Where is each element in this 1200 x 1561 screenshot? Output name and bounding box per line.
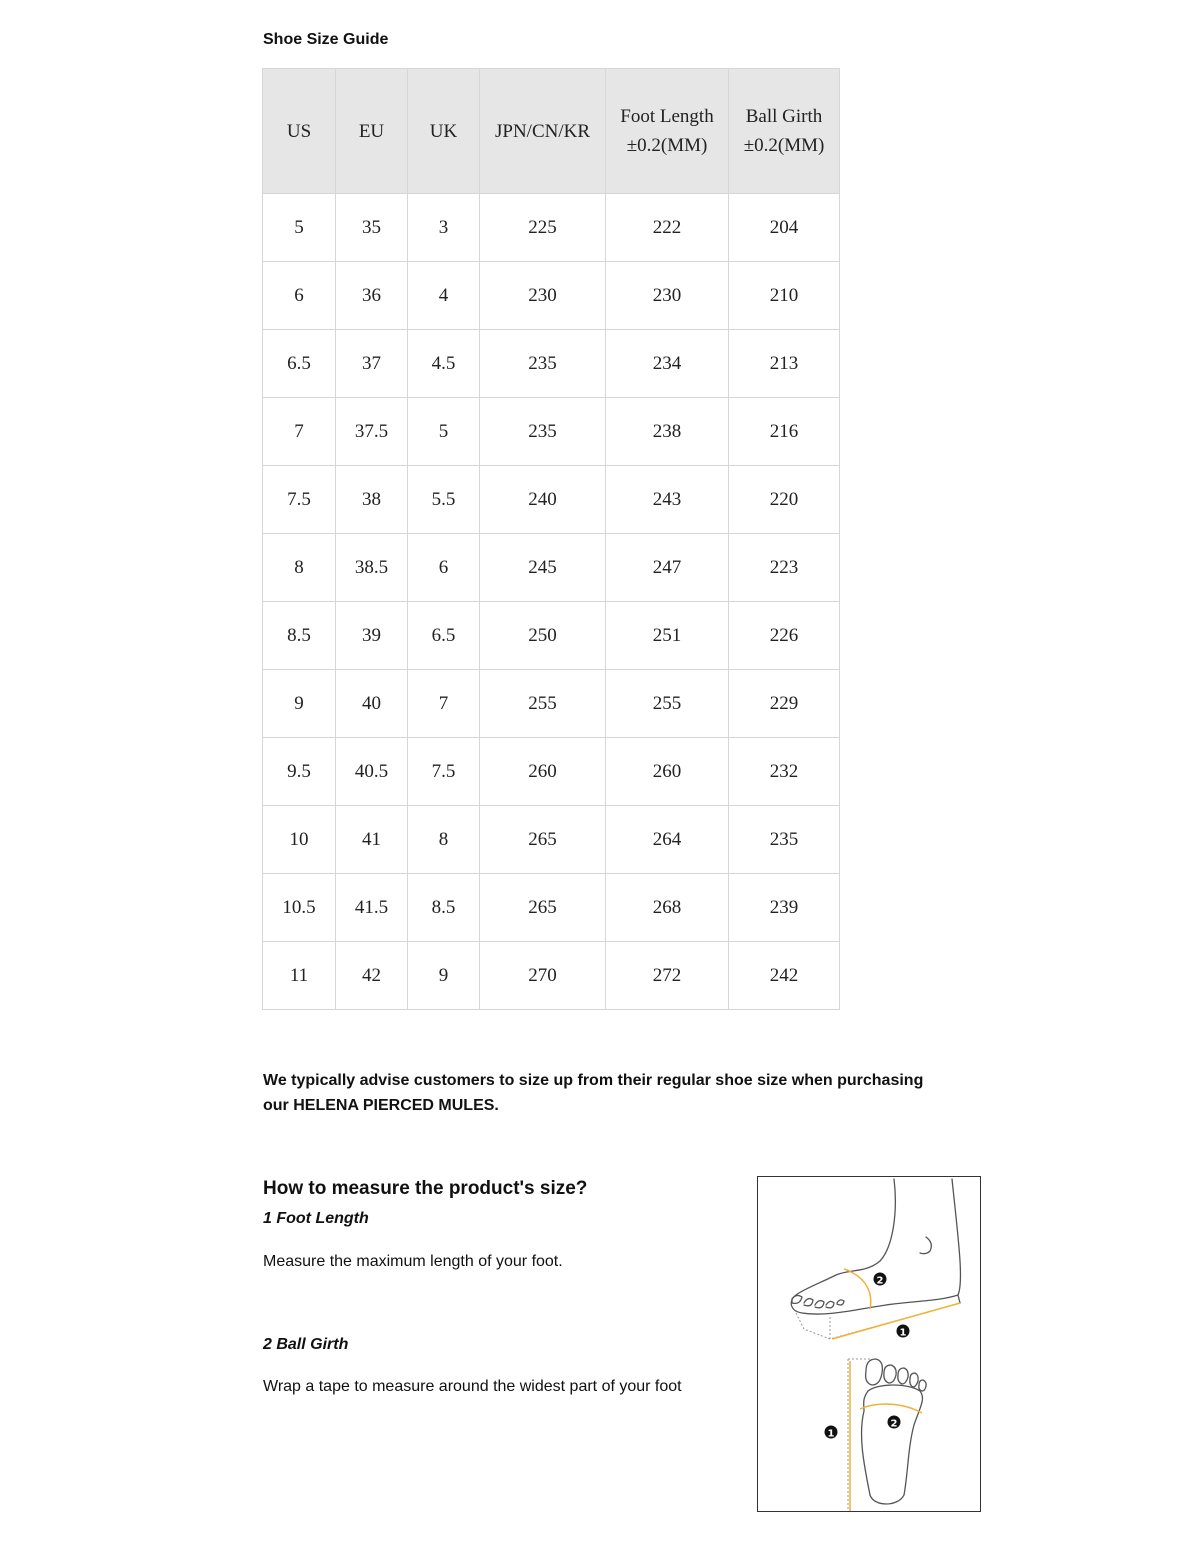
cell-ball-girth: 210 xyxy=(729,262,840,330)
cell-ball-girth: 216 xyxy=(729,398,840,466)
size-chart-table xyxy=(262,68,840,1010)
cell-foot-length: 234 xyxy=(606,330,729,398)
cell-us: 8.5 xyxy=(263,602,336,670)
cell-eu: 38 xyxy=(336,466,408,534)
cell-us: 6 xyxy=(263,262,336,330)
cell-ball-girth: 239 xyxy=(729,874,840,942)
cell-us: 9.5 xyxy=(263,738,336,806)
marker-group xyxy=(825,1273,910,1440)
cell-uk: 8 xyxy=(408,806,480,874)
foot-measurement-diagram xyxy=(757,1176,981,1512)
marker-1-sole-label: 1 xyxy=(827,1428,835,1440)
cell-jpn-cn-kr: 235 xyxy=(480,330,606,398)
cell-uk: 7 xyxy=(408,670,480,738)
table-row xyxy=(263,806,840,874)
cell-ball-girth: 232 xyxy=(729,738,840,806)
cell-foot-length: 251 xyxy=(606,602,729,670)
cell-eu: 36 xyxy=(336,262,408,330)
side-view-guide xyxy=(796,1303,960,1339)
cell-foot-length: 268 xyxy=(606,874,729,942)
table-row xyxy=(263,670,840,738)
marker-2-sole-label: 2 xyxy=(890,1418,898,1430)
foot-illustration xyxy=(758,1177,980,1511)
header-eu: EU xyxy=(336,69,408,194)
cell-foot-length: 238 xyxy=(606,398,729,466)
cell-us: 7.5 xyxy=(263,466,336,534)
table-header-row xyxy=(263,69,840,194)
cell-jpn-cn-kr: 265 xyxy=(480,806,606,874)
cell-eu: 40.5 xyxy=(336,738,408,806)
size-table-body xyxy=(263,194,840,1010)
cell-foot-length: 222 xyxy=(606,194,729,262)
cell-eu: 40 xyxy=(336,670,408,738)
header-us: US xyxy=(263,69,336,194)
cell-ball-girth: 223 xyxy=(729,534,840,602)
table-row xyxy=(263,262,840,330)
marker-1-side-label: 1 xyxy=(899,1327,907,1339)
header-ball-girth: Ball Girth ±0.2(MM) xyxy=(729,69,840,194)
cell-foot-length: 272 xyxy=(606,942,729,1010)
table-row xyxy=(263,874,840,942)
cell-ball-girth: 229 xyxy=(729,670,840,738)
cell-us: 10 xyxy=(263,806,336,874)
cell-jpn-cn-kr: 270 xyxy=(480,942,606,1010)
cell-ball-girth: 213 xyxy=(729,330,840,398)
cell-jpn-cn-kr: 260 xyxy=(480,738,606,806)
cell-uk: 8.5 xyxy=(408,874,480,942)
step-ball-girth-title: 2 Ball Girth xyxy=(263,1336,349,1353)
cell-jpn-cn-kr: 225 xyxy=(480,194,606,262)
cell-eu: 37 xyxy=(336,330,408,398)
cell-ball-girth: 242 xyxy=(729,942,840,1010)
cell-eu: 41 xyxy=(336,806,408,874)
cell-jpn-cn-kr: 245 xyxy=(480,534,606,602)
cell-us: 10.5 xyxy=(263,874,336,942)
cell-ball-girth: 235 xyxy=(729,806,840,874)
step-ball-girth-description: Wrap a tape to measure around the widest part of your foot xyxy=(263,1378,682,1395)
table-row xyxy=(263,602,840,670)
foot-side-view-icon xyxy=(791,1179,960,1314)
table-row xyxy=(263,738,840,806)
cell-ball-girth: 204 xyxy=(729,194,840,262)
cell-uk: 9 xyxy=(408,942,480,1010)
cell-jpn-cn-kr: 265 xyxy=(480,874,606,942)
cell-us: 6.5 xyxy=(263,330,336,398)
cell-foot-length: 264 xyxy=(606,806,729,874)
cell-uk: 5 xyxy=(408,398,480,466)
cell-eu: 42 xyxy=(336,942,408,1010)
cell-uk: 6 xyxy=(408,534,480,602)
step-foot-length-description: Measure the maximum length of your foot. xyxy=(263,1253,563,1270)
cell-foot-length: 247 xyxy=(606,534,729,602)
cell-uk: 4 xyxy=(408,262,480,330)
table-row xyxy=(263,466,840,534)
page-title: Shoe Size Guide xyxy=(263,31,389,48)
marker-2-side-label: 2 xyxy=(876,1275,884,1287)
table-row xyxy=(263,330,840,398)
cell-jpn-cn-kr: 235 xyxy=(480,398,606,466)
foot-sole-view-icon xyxy=(862,1359,927,1504)
cell-foot-length: 255 xyxy=(606,670,729,738)
cell-foot-length: 230 xyxy=(606,262,729,330)
cell-uk: 5.5 xyxy=(408,466,480,534)
cell-uk: 6.5 xyxy=(408,602,480,670)
table-row xyxy=(263,942,840,1010)
cell-eu: 35 xyxy=(336,194,408,262)
header-foot-length: Foot Length ±0.2(MM) xyxy=(606,69,729,194)
cell-jpn-cn-kr: 255 xyxy=(480,670,606,738)
cell-us: 11 xyxy=(263,942,336,1010)
cell-us: 9 xyxy=(263,670,336,738)
cell-uk: 3 xyxy=(408,194,480,262)
table-row xyxy=(263,534,840,602)
cell-foot-length: 243 xyxy=(606,466,729,534)
cell-foot-length: 260 xyxy=(606,738,729,806)
cell-uk: 4.5 xyxy=(408,330,480,398)
sizing-advice: We typically advise customers to size up from their regular shoe size when purchasing our HELENA PIERCED MULES. xyxy=(263,1072,924,1114)
cell-us: 5 xyxy=(263,194,336,262)
cell-us: 7 xyxy=(263,398,336,466)
cell-ball-girth: 220 xyxy=(729,466,840,534)
cell-eu: 41.5 xyxy=(336,874,408,942)
cell-eu: 39 xyxy=(336,602,408,670)
header-jpn-cn-kr: JPN/CN/KR xyxy=(480,69,606,194)
cell-ball-girth: 226 xyxy=(729,602,840,670)
cell-jpn-cn-kr: 230 xyxy=(480,262,606,330)
header-uk: UK xyxy=(408,69,480,194)
cell-eu: 38.5 xyxy=(336,534,408,602)
cell-us: 8 xyxy=(263,534,336,602)
table-row xyxy=(263,194,840,262)
step-foot-length-title: 1 Foot Length xyxy=(263,1210,369,1227)
cell-jpn-cn-kr: 250 xyxy=(480,602,606,670)
measure-heading: How to measure the product's size? xyxy=(263,1178,588,1199)
cell-uk: 7.5 xyxy=(408,738,480,806)
cell-eu: 37.5 xyxy=(336,398,408,466)
table-row xyxy=(263,398,840,466)
cell-jpn-cn-kr: 240 xyxy=(480,466,606,534)
